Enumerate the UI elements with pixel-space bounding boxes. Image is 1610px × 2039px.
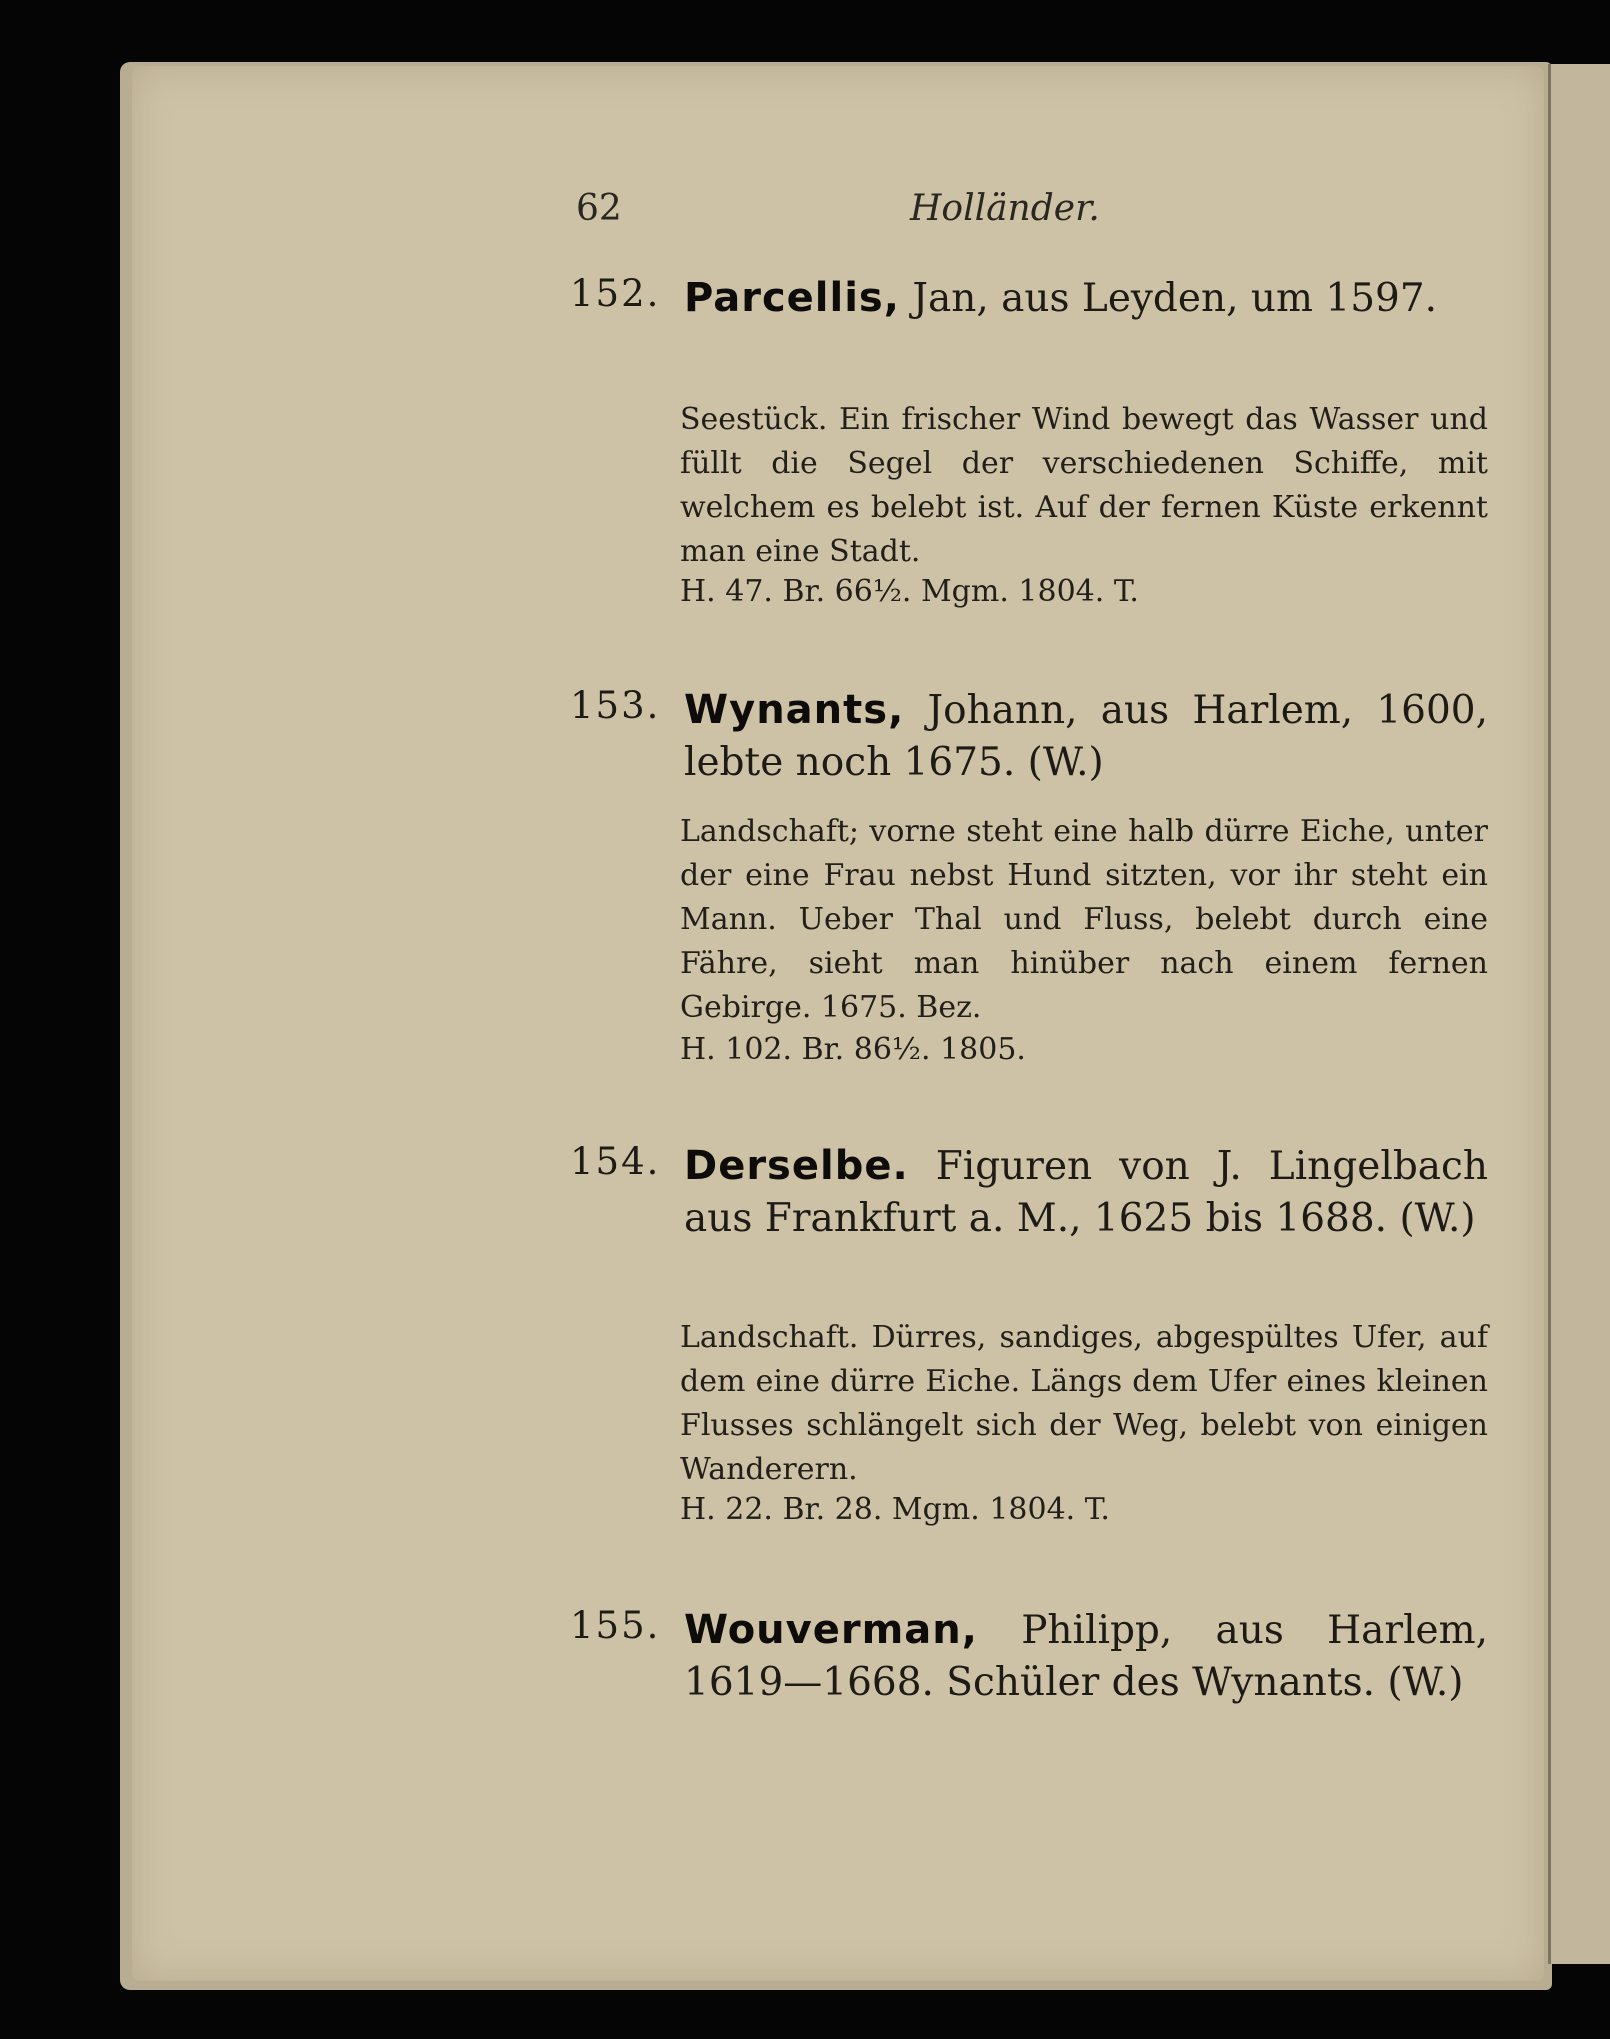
artist-name: Wynants, — [684, 687, 905, 733]
page-number: 62 — [576, 188, 622, 229]
entry-heading — [684, 684, 1488, 789]
entry-number: 154. — [570, 1140, 661, 1183]
entry-measurements: H. 47. Br. 66½. Mgm. 1804. T. — [680, 574, 1139, 609]
artist-details: Johann, aus Harlem, 1600, lebte noch 1675. (W.) — [684, 688, 1488, 785]
entry-number: 153. — [570, 684, 661, 727]
artist-details: Figuren von J. Lingelbach aus Frankfurt a. M., 1625 bis 1688. (W.) — [684, 1144, 1488, 1241]
artist-details: Jan, aus Leyden, um 1597. — [912, 276, 1438, 321]
entry-description: Seestück. Ein frischer Wind bewegt das Wasser und füllt die Segel der verschiedenen Schiffe, mit welchem es belebt ist. Auf der fernen Küste erkennt man eine Stadt. — [680, 402, 1488, 569]
entry-heading — [684, 1604, 1488, 1709]
entry-measurements: H. 102. Br. 86½. 1805. — [680, 1032, 1026, 1067]
running-title: Holländer. — [910, 188, 1100, 229]
entry-description: Landschaft. Dürres, sandiges, abgespültes Ufer, auf dem eine dürre Eiche. Längs dem Ufer eines kleinen Flusses schlängelt sich der Weg, belebt von einigen Wanderern. — [680, 1320, 1488, 1487]
artist-name: Parcellis, — [684, 275, 900, 321]
artist-details: Philipp, aus Harlem, 1619—1668. Schüler des Wynants. (W.) — [684, 1608, 1488, 1705]
entry-heading — [684, 272, 1488, 325]
entry-description: Landschaft; vorne steht eine halb dürre Eiche, unter der eine Frau nebst Hund sitzten, vor ihr steht ein Mann. Ueber Thal und Fluss, belebt durch eine Fähre, sieht man hinüber nach einem fernen Gebirge. 1675. Bez. — [680, 814, 1488, 1025]
entry-heading — [684, 1140, 1488, 1245]
artist-name: Derselbe. — [684, 1143, 909, 1189]
adjacent-page — [1548, 64, 1610, 1964]
artist-name: Wouverman, — [684, 1607, 978, 1653]
entry-measurements: H. 22. Br. 28. Mgm. 1804. T. — [680, 1492, 1110, 1527]
entry-number: 152. — [570, 272, 661, 315]
entry-number: 155. — [570, 1604, 661, 1647]
